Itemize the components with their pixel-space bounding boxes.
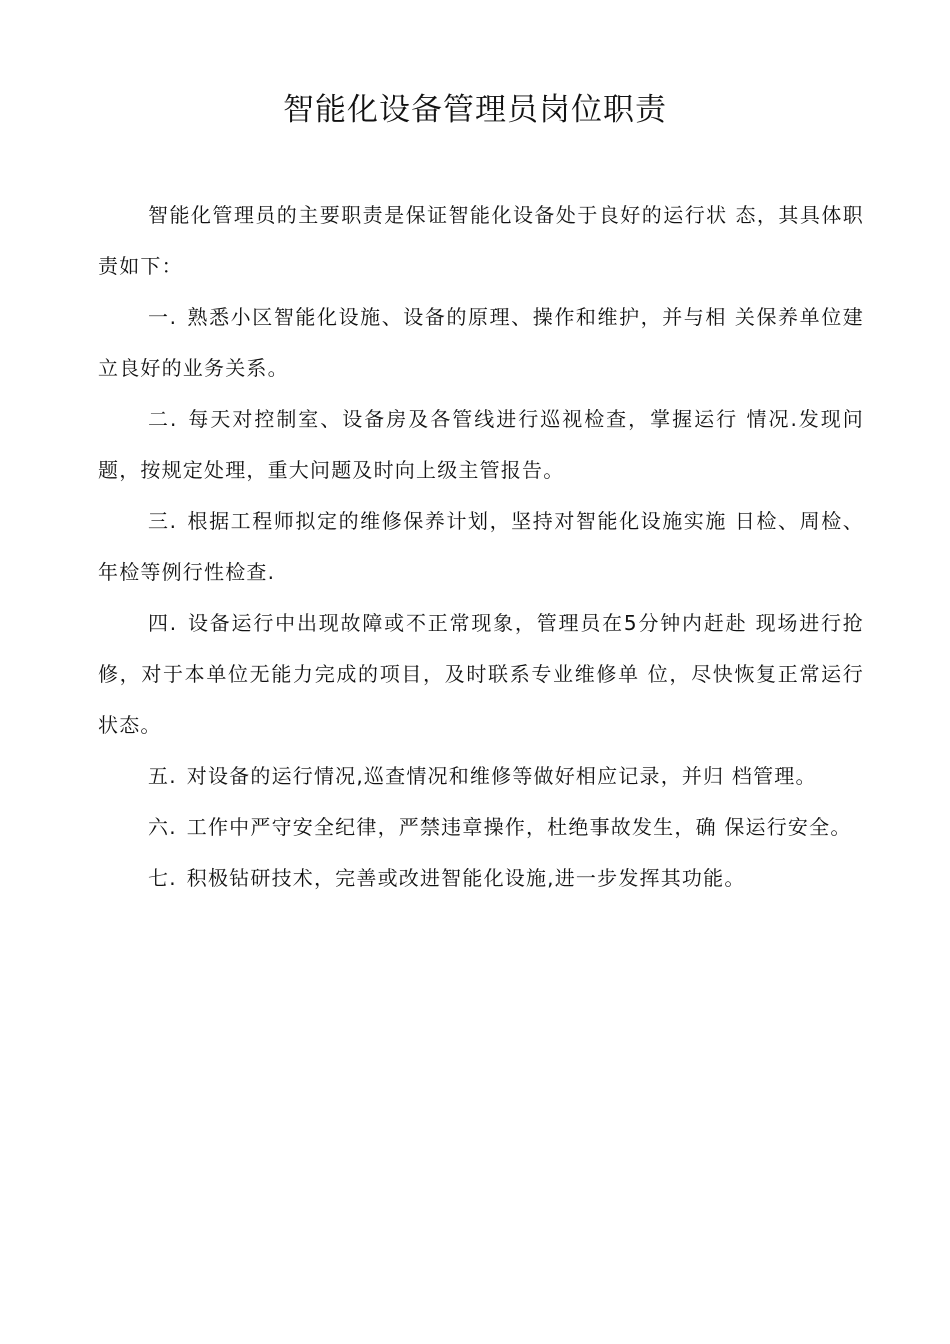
duty-item-4: [98, 598, 864, 751]
item-number: 一.: [148, 305, 178, 329]
duty-item-2: [98, 394, 864, 496]
item-number: 三.: [148, 509, 178, 533]
item-number: 七.: [148, 866, 177, 890]
duty-item-6: [98, 802, 864, 853]
duty-item-3: [98, 496, 864, 598]
item-text: 根据工程师拟定的维修保养计划，坚持对智能化设施实施 日检、周检、年检等例行性检查.: [98, 509, 864, 584]
duty-item-7: [98, 853, 864, 904]
item-number: 五.: [148, 764, 177, 788]
item-number: 四.: [148, 611, 178, 635]
item-text: 积极钻研技术，完善或改进智能化设施,进一步发挥其功能。: [186, 866, 746, 890]
item-text: 设备运行中出现故障或不正常现象，管理员在5分钟内赶赴 现场进行抢修，对于本单位无能力完成的项目，及时联系专业维修单 位，尽快恢复正常运行状态。: [98, 611, 864, 737]
item-text: 熟悉小区智能化设施、设备的原理、操作和维护，并与相 关保养单位建立良好的业务关系。: [98, 305, 864, 380]
document-body: [98, 190, 864, 904]
intro-paragraph: 智能化管理员的主要职责是保证智能化设备处于良好的运行状 态，其具体职责如下：: [98, 203, 864, 278]
item-text: 工作中严守安全纪律，严禁违章操作，杜绝事故发生，确 保运行安全。: [186, 815, 852, 839]
duty-item-5: [98, 751, 864, 802]
item-number: 二.: [148, 407, 178, 431]
item-number: 六.: [148, 815, 177, 839]
document-title: 智能化设备管理员岗位职责: [283, 92, 667, 128]
item-text: 每天对控制室、设备房及各管线进行巡视检查，掌握运行 情况.发现问题，按规定处理，重大问题及时向上级主管报告。: [98, 407, 864, 482]
duty-item-1: [98, 292, 864, 394]
item-text: 对设备的运行情况,巡查情况和维修等做好相应记录，并归 档管理。: [186, 764, 817, 788]
